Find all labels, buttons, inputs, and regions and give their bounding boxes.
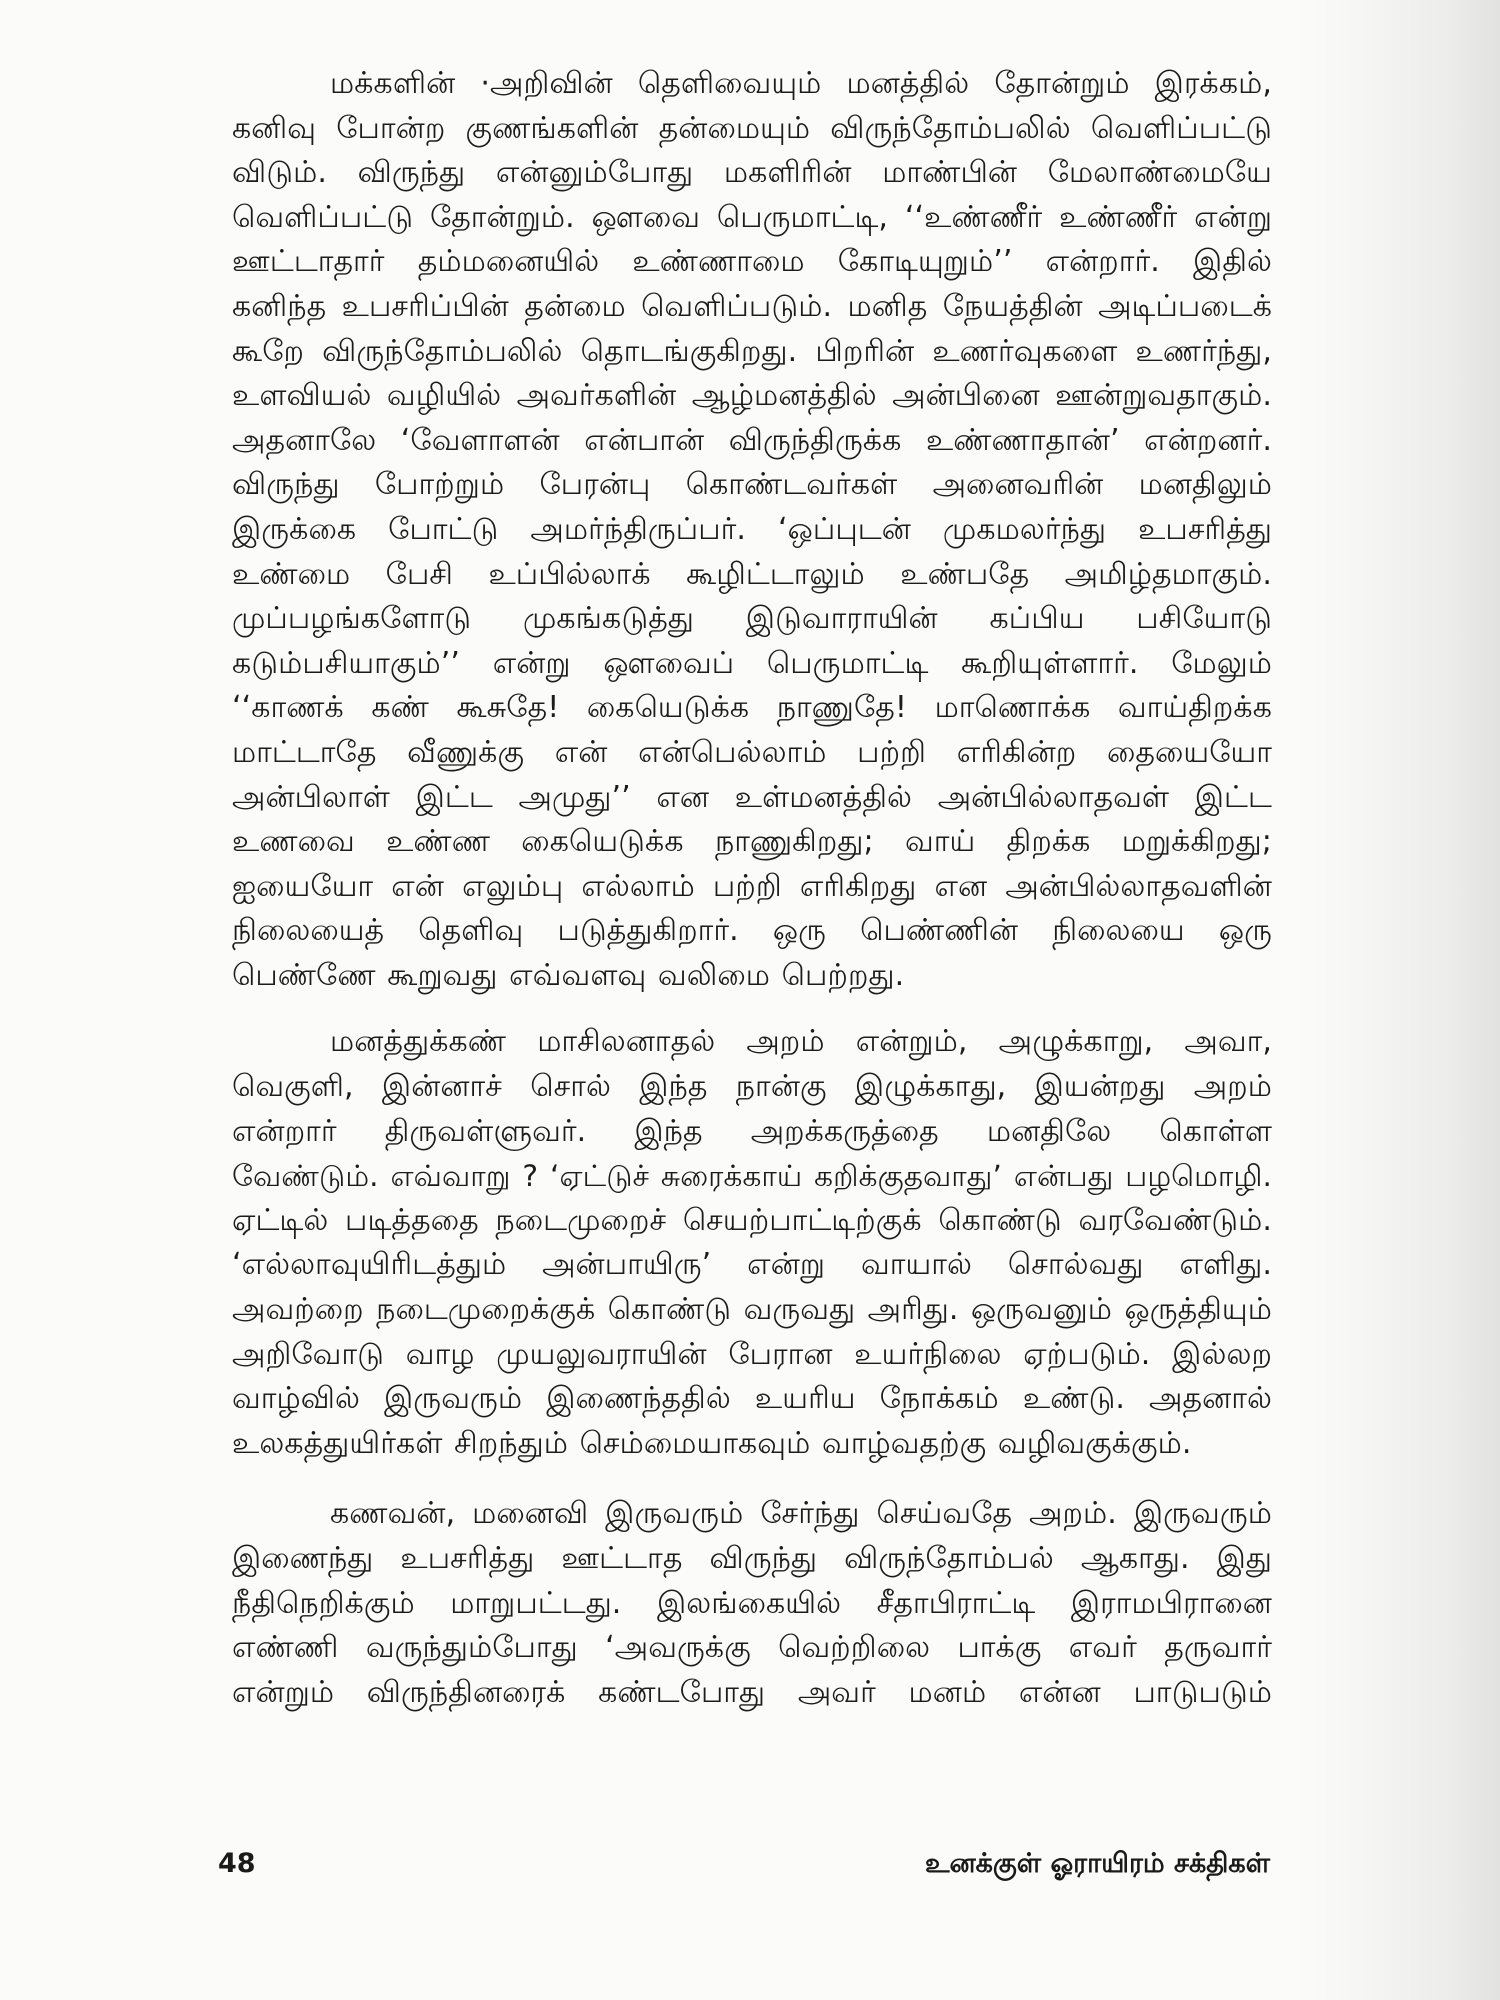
text-line: எண்ணி வருந்தும்போது ‘அவருக்கு வெற்றிலை பாக்கு எவர் தருவார் [232,1630,1272,1666]
text-line: நிலையைத் தெளிவு படுத்துகிறார். ஒரு பெண்ணின் நிலையை ஒரு [232,913,1272,949]
paragraph-2 [232,1020,1272,1466]
text-line: நீதிநெறிக்கும் மாறுபட்டது. இலங்கையில் சீதாபிராட்டி இராமபிரானை [232,1585,1272,1621]
text-line: வெகுளி, இன்னாச் சொல் இந்த நான்கு இழுக்காது, இயன்றது அறம் [232,1069,1272,1105]
body-text [232,62,1272,1715]
text-line: உண்மை பேசி உப்பில்லாக் கூழிட்டாலும் உண்பதே அமிழ்தமாகும். [232,556,1272,592]
paragraph-spacer [232,1466,1272,1492]
text-line: கனிவு போன்ற குணங்களின் தன்மையும் விருந்தோம்பலில் வெளிப்பட்டு [232,110,1272,146]
text-line: மக்களின் ·அறிவின் தெளிவையும் மனத்தில் தோன்றும் இரக்கம், [330,66,1272,101]
page-footer [218,1848,1270,1888]
text-line: அதனாலே ‘வேளாளன் என்பான் விருந்திருக்க உண்ணாதான்’ என்றனர். [232,422,1272,458]
text-line: வெளிப்பட்டு தோன்றும். ஔவை பெருமாட்டி, ‘‘உண்ணீர் உண்ணீர் என்று [232,199,1272,235]
page-number: 48 [218,1848,256,1879]
text-line: அன்பிலாள் இட்ட அமுது’’ என உள்மனத்தில் அன்பில்லாதவள் இட்ட [232,779,1272,815]
text-line: ஏட்டில் படித்ததை நடைமுறைச் செயற்பாட்டிற்குக் கொண்டு வரவேண்டும். [232,1202,1272,1238]
page-edge-shadow [1295,0,1500,2000]
text-line: விருந்து போற்றும் பேரன்பு கொண்டவர்கள் அனைவரின் மனதிலும் [232,467,1272,503]
text-line: மனத்துக்கண் மாசிலனாதல் அறம் என்றும், அழுக்காறு, அவா, [330,1024,1272,1060]
text-line: ‘‘காணக் கண் கூசுதே! கையெடுக்க நாணுதே! மாணொக்க வாய்திறக்க [232,690,1272,726]
paragraph-3 [232,1492,1272,1715]
text-line: கூறே விருந்தோம்பலில் தொடங்குகிறது. பிறரின் உணர்வுகளை உணர்ந்து, [232,333,1272,369]
text-line: இணைந்து உபசரித்து ஊட்டாத விருந்து விருந்தோம்பல் ஆகாது. இது [232,1541,1272,1576]
text-line: இருக்கை போட்டு அமர்ந்திருப்பர். ‘ஒப்புடன் முகமலர்ந்து உபசரித்து [232,511,1272,547]
text-line: என்றும் விருந்தினரைக் கண்டபோது அவர் மனம் என்ன பாடுபடும் [232,1674,1272,1710]
text-line: கனிந்த உபசரிப்பின் தன்மை வெளிப்படும். மனித நேயத்தின் அடிப்படைக் [232,288,1272,324]
text-line: வேண்டும். எவ்வாறு ? ‘ஏட்டுச் சுரைக்காய் கறிக்குதவாது’ என்பது பழமொழி. [232,1159,1272,1194]
text-line: மாட்டாதே வீணுக்கு என் என்பெல்லாம் பற்றி எரிகின்ற தையையோ [232,734,1272,770]
text-line: உணவை உண்ண கையெடுக்க நாணுகிறது; வாய் திறக்க மறுக்கிறது; [232,824,1272,860]
text-line: வாழ்வில் இருவரும் இணைந்ததில் உயரிய நோக்கம் உண்டு. அதனால் [232,1381,1272,1417]
text-line: ‘எல்லாவுயிரிடத்தும் அன்பாயிரு’ என்று வாயால் சொல்வது எளிது. [232,1247,1272,1283]
text-line: கடும்பசியாகும்’’ என்று ஔவைப் பெருமாட்டி கூறியுள்ளார். மேலும் [232,645,1272,681]
text-line: முப்பழங்களோடு முகங்கடுத்து இடுவாராயின் கப்பிய பசியோடு [232,601,1272,637]
paragraph-spacer [232,998,1272,1020]
text-line: அவற்றை நடைமுறைக்குக் கொண்டு வருவது அரிது. ஒருவனும் ஒருத்தியும் [232,1292,1272,1328]
text-line: ஐயையோ என் எலும்பு எல்லாம் பற்றி எரிகிறது என அன்பில்லாதவளின் [232,868,1272,904]
text-line: பெண்ணே கூறுவது எவ்வளவு வலிமை பெற்றது. [232,957,905,993]
text-line: உலகத்துயிர்கள் சிறந்தும் செம்மையாகவும் வாழ்வதற்கு வழிவகுக்கும். [232,1425,1192,1461]
text-line: கணவன், மனைவி இருவரும் சேர்ந்து செய்வதே அறம். இருவரும் [330,1496,1272,1532]
text-line: உளவியல் வழியில் அவர்களின் ஆழ்மனத்தில் அன்பினை ஊன்றுவதாகும். [232,378,1272,414]
text-line: அறிவோடு வாழ முயலுவராயின் பேரான உயர்நிலை ஏற்படும். இல்லற [232,1336,1272,1372]
text-line: விடும். விருந்து என்னும்போது மகளிரின் மாண்பின் மேலாண்மையே [232,155,1272,191]
paragraph-1 [232,62,1272,998]
running-book-title: உனக்குள் ஓராயிரம் சக்திகள் [924,1848,1270,1879]
text-line: என்றார் திருவள்ளுவர். இந்த அறக்கருத்தை மனதிலே கொள்ள [232,1113,1272,1149]
text-line: ஊட்டாதார் தம்மனையில் உண்ணாமை கோடியுறும்’’ என்றார். இதில் [232,244,1272,280]
